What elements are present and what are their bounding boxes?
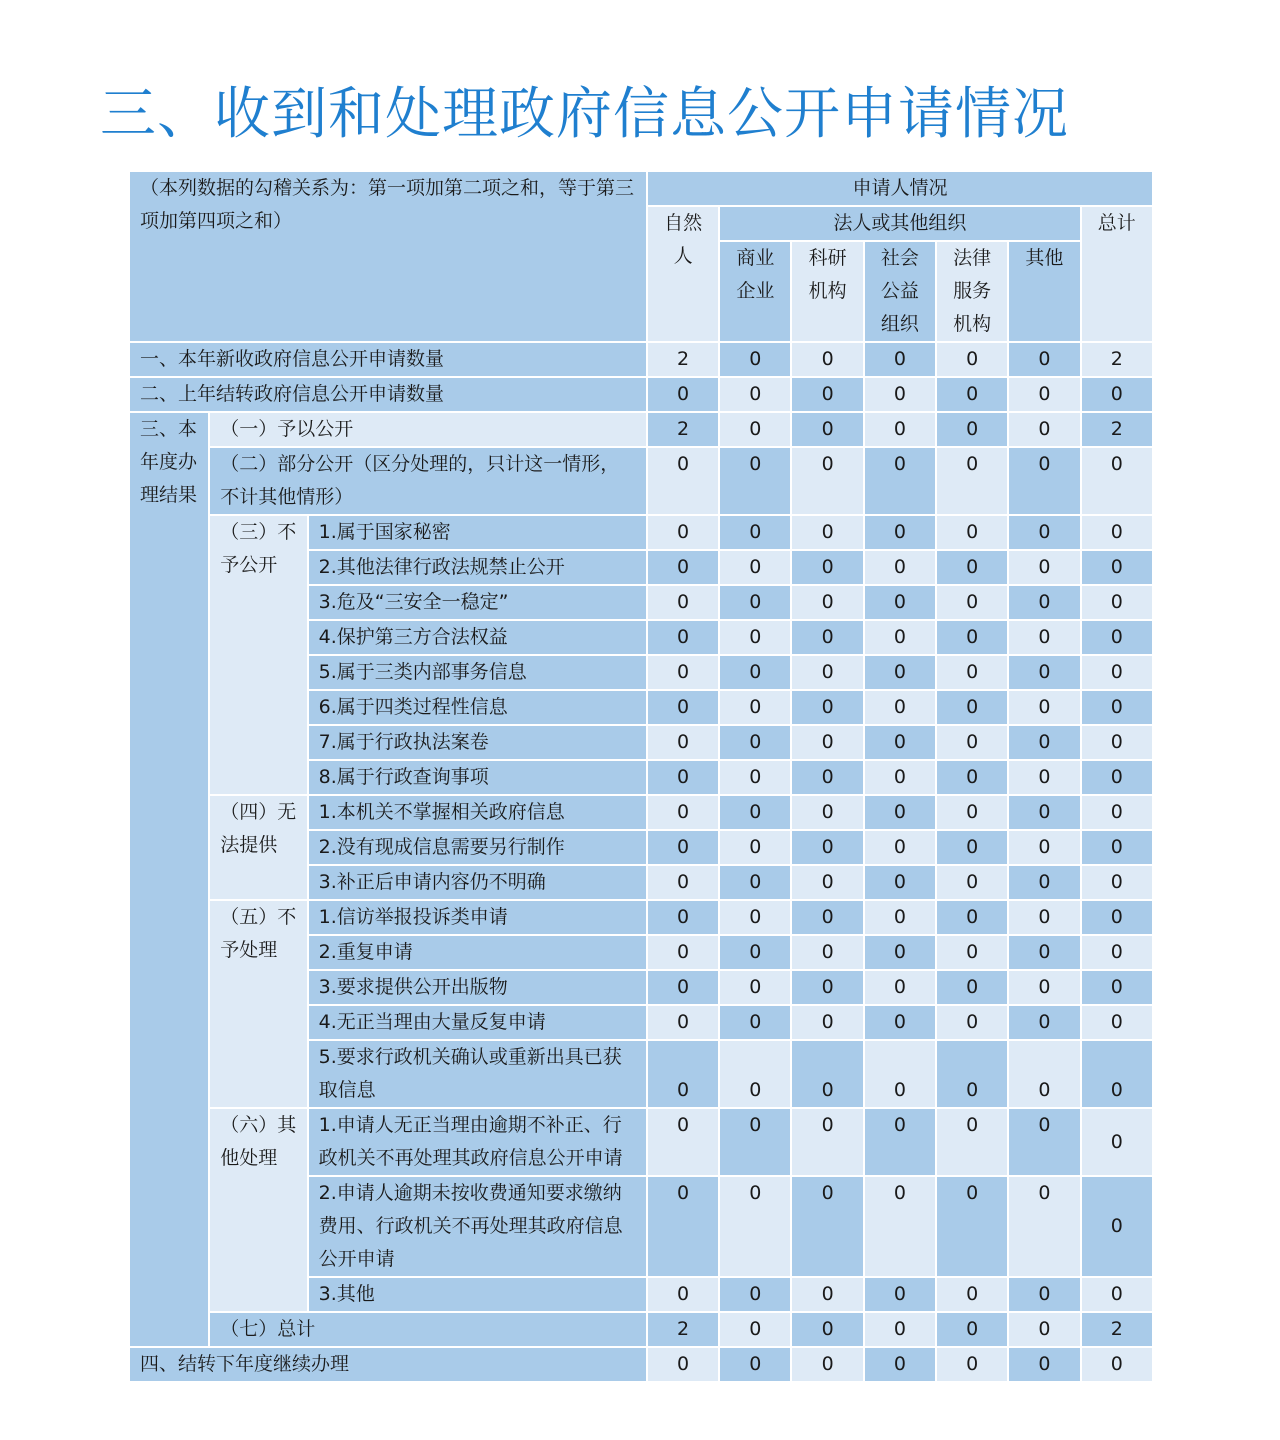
value-cell: 0 [720,516,790,549]
value-cell: 0 [648,866,718,899]
value-cell: 0 [792,1006,862,1039]
group-label: （三）不予公开 [210,516,306,794]
row-label: （二）部分公开（区分处理的，只计这一情形，不计其他情形） [210,448,646,514]
value-cell: 0 [1082,656,1152,689]
value-cell: 0 [720,1313,790,1346]
value-cell: 0 [720,1348,790,1381]
header-sub: 社会公益组织 [865,242,935,341]
value-cell: 0 [720,1177,790,1276]
value-cell: 0 [720,621,790,654]
value-cell: 0 [792,343,862,376]
value-cell: 0 [937,1109,1007,1175]
table-row [130,172,1152,205]
value-cell: 0 [865,516,935,549]
value-cell: 0 [720,971,790,1004]
value-cell: 0 [865,1041,935,1107]
value-cell: 2 [1082,1313,1152,1346]
item-label: 4.无正当理由大量反复申请 [309,1006,646,1039]
table-row [130,901,1152,934]
value-cell: 0 [792,936,862,969]
item-label: 1.属于国家秘密 [309,516,646,549]
value-cell: 0 [648,761,718,794]
item-label: 2.其他法律行政法规禁止公开 [309,551,646,584]
value-cell: 0 [937,1006,1007,1039]
value-cell: 0 [648,1041,718,1107]
value-cell: 0 [865,901,935,934]
item-label: 2.重复申请 [309,936,646,969]
value-cell: 0 [937,586,1007,619]
section-label: 三、本年度办理结果 [130,413,208,1346]
application-table [128,170,1154,1383]
value-cell: 0 [1082,516,1152,549]
value-cell: 0 [865,1177,935,1276]
value-cell: 0 [937,901,1007,934]
value-cell: 0 [720,691,790,724]
group-label: （四）无法提供 [210,796,306,899]
value-cell: 0 [865,691,935,724]
item-label: 3.补正后申请内容仍不明确 [309,866,646,899]
value-cell: 0 [865,866,935,899]
value-cell: 0 [937,343,1007,376]
value-cell: 0 [865,761,935,794]
value-cell: 2 [1082,343,1152,376]
table-row [130,1109,1152,1175]
header-sub: 其他 [1009,242,1079,341]
value-cell: 0 [937,831,1007,864]
header-applicant: 申请人情况 [648,172,1152,205]
value-cell: 0 [792,1109,862,1175]
value-cell: 0 [720,936,790,969]
value-cell: 0 [1082,866,1152,899]
value-cell: 0 [937,516,1007,549]
value-cell: 0 [648,936,718,969]
header-sub: 商业企业 [720,242,790,341]
item-label: 3.危及“三安全一稳定” [309,586,646,619]
value-cell: 0 [648,1348,718,1381]
value-cell: 0 [792,378,862,411]
header-legal: 法人或其他组织 [720,207,1079,240]
table-row [130,796,1152,829]
row-label: 四、结转下年度继续办理 [130,1348,646,1381]
table-row [130,1348,1152,1381]
item-label: 1.申请人无正当理由逾期不补正、行政机关不再处理其政府信息公开申请 [309,1109,646,1175]
value-cell: 0 [792,866,862,899]
value-cell: 0 [792,448,862,514]
value-cell: 0 [865,831,935,864]
value-cell: 0 [1082,761,1152,794]
value-cell: 0 [792,516,862,549]
value-cell: 0 [648,448,718,514]
row-label: 二、上年结转政府信息公开申请数量 [130,378,646,411]
value-cell: 0 [1009,1313,1079,1346]
value-cell: 0 [792,621,862,654]
item-label: 5.要求行政机关确认或重新出具已获取信息 [309,1041,646,1107]
item-label: 1.本机关不掌握相关政府信息 [309,796,646,829]
header-note: （本列数据的勾稽关系为：第一项加第二项之和，等于第三项加第四项之和） [130,172,646,341]
value-cell: 0 [792,551,862,584]
value-cell: 0 [937,656,1007,689]
value-cell: 0 [1009,691,1079,724]
value-cell: 0 [648,516,718,549]
value-cell: 0 [792,901,862,934]
value-cell: 0 [865,1348,935,1381]
value-cell: 0 [1082,796,1152,829]
value-cell: 0 [648,1177,718,1276]
value-cell: 0 [1082,1348,1152,1381]
value-cell: 0 [865,971,935,1004]
value-cell: 0 [1009,831,1079,864]
value-cell: 0 [1009,1177,1079,1276]
value-cell: 0 [792,761,862,794]
table-row [130,516,1152,549]
value-cell: 0 [865,1109,935,1175]
page-title: 三、收到和处理政府信息公开申请情况 [100,82,1069,147]
value-cell: 0 [720,343,790,376]
value-cell: 0 [865,936,935,969]
value-cell: 0 [648,586,718,619]
value-cell: 0 [648,796,718,829]
value-cell: 0 [648,831,718,864]
value-cell: 0 [720,726,790,759]
value-cell: 0 [937,796,1007,829]
value-cell: 0 [648,378,718,411]
item-label: 3.其他 [309,1278,646,1311]
value-cell: 0 [1009,551,1079,584]
value-cell: 0 [648,691,718,724]
value-cell: 0 [1009,343,1079,376]
value-cell: 0 [1009,1041,1079,1107]
value-cell: 0 [1009,796,1079,829]
value-cell: 0 [648,726,718,759]
value-cell: 0 [937,726,1007,759]
value-cell: 0 [1082,1278,1152,1311]
value-cell: 0 [1082,586,1152,619]
value-cell: 0 [865,1313,935,1346]
value-cell: 0 [1009,1109,1079,1175]
item-label: 6.属于四类过程性信息 [309,691,646,724]
value-cell: 0 [937,971,1007,1004]
value-cell: 0 [937,1348,1007,1381]
value-cell: 0 [1009,621,1079,654]
value-cell: 0 [720,378,790,411]
value-cell: 0 [1082,378,1152,411]
value-cell: 0 [720,1278,790,1311]
value-cell: 0 [720,1006,790,1039]
value-cell: 0 [648,1109,718,1175]
value-cell: 0 [1009,901,1079,934]
item-label: 8.属于行政查询事项 [309,761,646,794]
value-cell: 0 [1082,936,1152,969]
value-cell: 0 [937,761,1007,794]
value-cell: 0 [720,866,790,899]
value-cell: 0 [1082,551,1152,584]
value-cell: 0 [1009,1348,1079,1381]
value-cell: 0 [648,1278,718,1311]
value-cell: 0 [865,726,935,759]
value-cell: 0 [937,378,1007,411]
value-cell: 0 [865,413,935,446]
header-total: 总计 [1082,207,1152,341]
value-cell: 0 [1009,448,1079,514]
table-row [130,413,1152,446]
value-cell: 0 [1009,516,1079,549]
table-row [130,343,1152,376]
value-cell: 0 [865,621,935,654]
value-cell: 0 [720,586,790,619]
value-cell: 0 [1009,726,1079,759]
value-cell: 0 [865,1006,935,1039]
value-cell: 0 [792,971,862,1004]
value-cell: 0 [720,901,790,934]
value-cell: 0 [792,413,862,446]
value-cell: 0 [648,656,718,689]
value-cell: 0 [1082,691,1152,724]
value-cell: 2 [648,1313,718,1346]
value-cell: 0 [865,448,935,514]
value-cell: 0 [865,796,935,829]
value-cell: 0 [792,1278,862,1311]
value-cell: 0 [792,1177,862,1276]
value-cell: 0 [1009,656,1079,689]
value-cell: 0 [1009,936,1079,969]
value-cell: 0 [937,448,1007,514]
group-label: （五）不予处理 [210,901,306,1107]
value-cell: 0 [1082,1041,1152,1107]
value-cell: 0 [937,1313,1007,1346]
value-cell: 0 [648,1006,718,1039]
table-row [130,378,1152,411]
value-cell: 0 [1009,413,1079,446]
value-cell: 0 [1082,726,1152,759]
value-cell: 0 [1009,1278,1079,1311]
value-cell: 0 [720,448,790,514]
row-label: （一）予以公开 [210,413,646,446]
value-cell: 0 [720,1041,790,1107]
value-cell: 0 [792,586,862,619]
group-label: （六）其他处理 [210,1109,306,1311]
value-cell: 0 [792,1313,862,1346]
value-cell: 0 [937,551,1007,584]
value-cell: 0 [865,586,935,619]
value-cell: 0 [792,831,862,864]
item-label: 3.要求提供公开出版物 [309,971,646,1004]
value-cell: 0 [1082,1177,1152,1276]
value-cell: 0 [792,1348,862,1381]
item-label: 2.申请人逾期未按收费通知要求缴纳费用、行政机关不再处理其政府信息公开申请 [309,1177,646,1276]
value-cell: 2 [648,413,718,446]
value-cell: 0 [720,413,790,446]
item-label: 1.信访举报投诉类申请 [309,901,646,934]
item-label: 2.没有现成信息需要另行制作 [309,831,646,864]
header-natural: 自然人 [648,207,718,341]
value-cell: 0 [1009,971,1079,1004]
value-cell: 0 [720,551,790,584]
value-cell: 2 [1082,413,1152,446]
item-label: 4.保护第三方合法权益 [309,621,646,654]
value-cell: 0 [1082,621,1152,654]
row-label: 一、本年新收政府信息公开申请数量 [130,343,646,376]
value-cell: 0 [792,726,862,759]
value-cell: 0 [865,656,935,689]
value-cell: 0 [720,1109,790,1175]
value-cell: 0 [937,691,1007,724]
value-cell: 0 [1009,1006,1079,1039]
value-cell: 0 [648,971,718,1004]
value-cell: 0 [648,551,718,584]
value-cell: 0 [1082,448,1152,514]
row-label: （七）总计 [210,1313,646,1346]
table-row [130,1313,1152,1346]
value-cell: 2 [648,343,718,376]
value-cell: 0 [937,413,1007,446]
value-cell: 0 [865,551,935,584]
value-cell: 0 [937,936,1007,969]
value-cell: 0 [792,691,862,724]
value-cell: 0 [1082,1006,1152,1039]
value-cell: 0 [865,343,935,376]
value-cell: 0 [937,1177,1007,1276]
value-cell: 0 [720,831,790,864]
item-label: 7.属于行政执法案卷 [309,726,646,759]
value-cell: 0 [1009,586,1079,619]
value-cell: 0 [1082,1109,1152,1175]
value-cell: 0 [648,901,718,934]
value-cell: 0 [720,656,790,689]
header-sub: 科研机构 [792,242,862,341]
value-cell: 0 [937,866,1007,899]
value-cell: 0 [648,621,718,654]
value-cell: 0 [937,621,1007,654]
value-cell: 0 [1009,378,1079,411]
value-cell: 0 [1082,831,1152,864]
value-cell: 0 [1082,971,1152,1004]
value-cell: 0 [937,1041,1007,1107]
value-cell: 0 [792,796,862,829]
value-cell: 0 [1082,901,1152,934]
value-cell: 0 [720,796,790,829]
value-cell: 0 [1009,761,1079,794]
value-cell: 0 [792,1041,862,1107]
value-cell: 0 [865,378,935,411]
value-cell: 0 [865,1278,935,1311]
value-cell: 0 [720,761,790,794]
table-row [130,448,1152,514]
item-label: 5.属于三类内部事务信息 [309,656,646,689]
value-cell: 0 [792,656,862,689]
value-cell: 0 [1009,866,1079,899]
value-cell: 0 [937,1278,1007,1311]
header-sub: 法律服务机构 [937,242,1007,341]
